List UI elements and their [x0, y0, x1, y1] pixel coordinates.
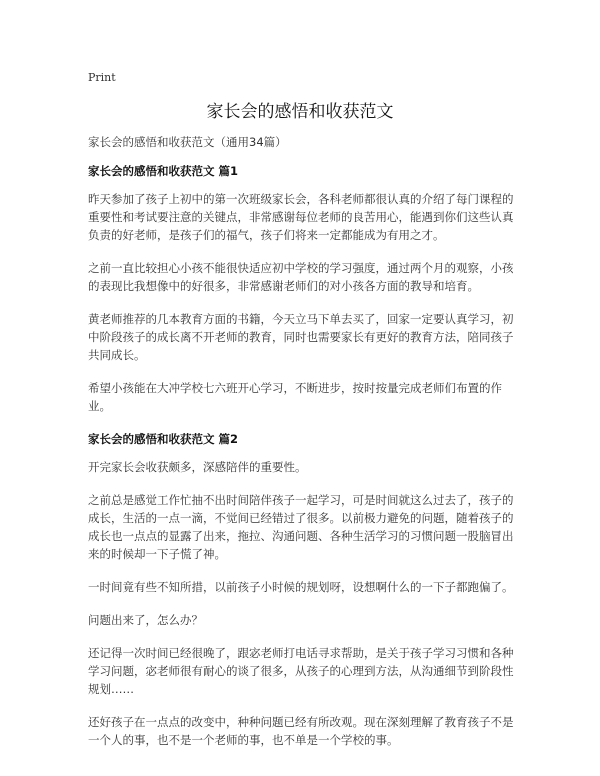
- paragraph: 黄老师推荐的几本教育方面的书籍，今天立马下单去买了，回家一定要认真学习，初中阶段孩子的成长离不开老师的教育，同时也需要家长有更好的教育方法，陪同孩子共同成长。: [88, 312, 514, 362]
- paragraph: 昨天参加了孩子上初中的第一次班级家长会，各科老师都很认真的介绍了每门课程的重要性和考试要注意的关键点，非常感谢每位老师的良苦用心，能遇到你们这些认真负责的好老师，是孩子们的福气，孩子们将来一定都能成为有用之才。: [88, 192, 514, 242]
- paragraph: 之前一直比较担心小孩不能很快适应初中学校的学习强度，通过两个月的观察，小孩的表现比我想像中的好很多，非常感谢老师们的对小孩各方面的教导和培育。: [88, 261, 514, 293]
- article-subtitle: 家长会的感悟和收获范文（通用34篇）: [88, 135, 287, 149]
- section-heading-2: 家长会的感悟和收获范文 篇2: [88, 432, 239, 446]
- page-title: 家长会的感悟和收获范文: [206, 102, 394, 122]
- print-link[interactable]: Print: [88, 71, 116, 84]
- article-body: [88, 133, 518, 764]
- paragraph: 希望小孩能在大冲学校七六班开心学习，不断进步，按时按量完成老师们布置的作业。: [88, 381, 502, 413]
- paragraph: 一时间竟有些不知所措，以前孩子小时候的规划呀，设想啊什么的一下子都跑偏了。: [88, 580, 514, 594]
- section-heading-1: 家长会的感悟和收获范文 篇1: [88, 164, 239, 178]
- paragraph: 问题出来了，怎么办？: [88, 613, 203, 627]
- paragraph: 之前总是感觉工作忙抽不出时间陪伴孩子一起学习，可是时间就这么过去了，孩子的成长，生活的一点一滴，不觉间已经错过了很多。以前极力避免的问题，随着孩子的成长也一点点的显露了出来，拖拉、沟通问题、各种生活学习的习惯问题一股脑冒出来的时候却一下子慌了神。: [88, 493, 514, 561]
- paragraph: 开完家长会收获颇多，深感陪伴的重要性。: [88, 460, 307, 474]
- paragraph: 还好孩子在一点点的改变中，种种问题已经有所改观。现在深刻理解了教育孩子不是一个人的事，也不是一个老师的事，也不单是一个学校的事。: [88, 715, 514, 747]
- paragraph: 还记得一次时间已经很晚了，跟宓老师打电话寻求帮助，是关于孩子学习习惯和各种学习问题，宓老师很有耐心的谈了很多，从孩子的心理到方法，从沟通细节到阶段性规划……: [88, 646, 514, 696]
